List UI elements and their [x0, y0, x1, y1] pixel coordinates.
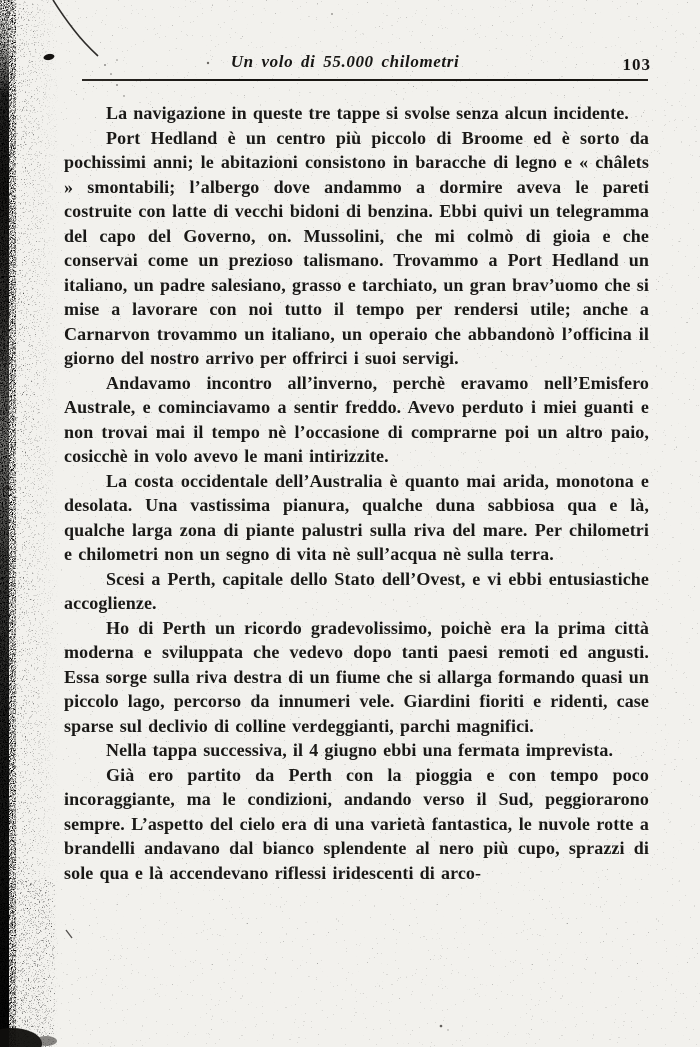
paragraph: La navigazione in queste tre tappe si svolse senza alcun incidente. — [106, 103, 629, 123]
corner-smudge-faint — [35, 1036, 57, 1046]
paragraph: La costa occidentale dell’Australia è quanto mai arida, monotona e desolata. Una vastissima pianura, qualche duna sabbiosa qua e là, qualche larga zona di piante palustri sulla riva del mare. Per chilometri e chilometri non un segno di vita nè sull’acqua nè sulla terra. — [64, 470, 649, 564]
page-text — [64, 101, 649, 885]
header-rule — [82, 79, 648, 81]
paragraph: Port Hedland è un centro più piccolo di Broome ed è sorto da pochissimi anni; le abitazioni consistono in baracche di legno e « châlets » smontabili; l’albergo dove andammo a dormire aveva le pareti costruite con latte di vecchi bidoni di benzina. Ebbi quivi un telegramma del capo del Governo, on. Mussolini, che mi colmò di gioia e che conservai come un prezioso talismano. Trovammo a Port Hedland un italiano, un padre salesiano, grasso e tarchiato, un gran brav’uomo che si mise a lavorare con noi tutto il tempo per rendersi utile; anche a Carnarvon trovammo un italiano, un operaio che abbandonò l’officina il giorno del nostro arrivo per offrirci i suoi servigi. — [64, 127, 649, 368]
margin-mark — [66, 930, 72, 938]
paragraph: Andavamo incontro all’inverno, perchè eravamo nell’Emisfero Australe, e cominciavamo a sentir freddo. Avevo perduto i miei guanti e non trovai mai il tempo nè l’occasione di comprarne poi un altro paio, cosicchè in volo avevo le mani intirizzite. — [64, 372, 649, 466]
paragraph: Già ero partito da Perth con la pioggia e con tempo poco incoraggiante, ma le condizioni, andando verso il Sud, peggiorarono sempre. L’aspetto del cielo era di una varietà fantastica, le nuvole rotte a brandelli andavano dal bianco splendente al nero più cupo, sprazzi di sole qua e là accendevano riflessi iridescenti di arco- — [64, 764, 649, 883]
page-edge-shadow — [0, 0, 9, 1047]
scratch-mark — [53, 0, 98, 56]
running-title: Un volo di 55.000 chilometri — [230, 52, 460, 71]
paragraph: Scesi a Perth, capitale dello Stato dell’Ovest, e vi ebbi entusiastiche accoglienze. — [64, 568, 649, 613]
page-number: 103 — [622, 55, 651, 74]
paragraph: Ho di Perth un ricordo gradevolissimo, poichè era la prima città moderna e sviluppata che vedevo dopo tanti paesi remoti ed angusti. Essa sorge sulla riva destra di un fiume che si allarga formando quasi un piccolo lago, percorso da innumeri vele. Giardini fioriti e ridenti, case sparse sul declivio di colline verdeggianti, parchi magnifici. — [64, 617, 649, 736]
paragraph: Nella tappa successiva, il 4 giugno ebbi una fermata imprevista. — [106, 740, 614, 760]
